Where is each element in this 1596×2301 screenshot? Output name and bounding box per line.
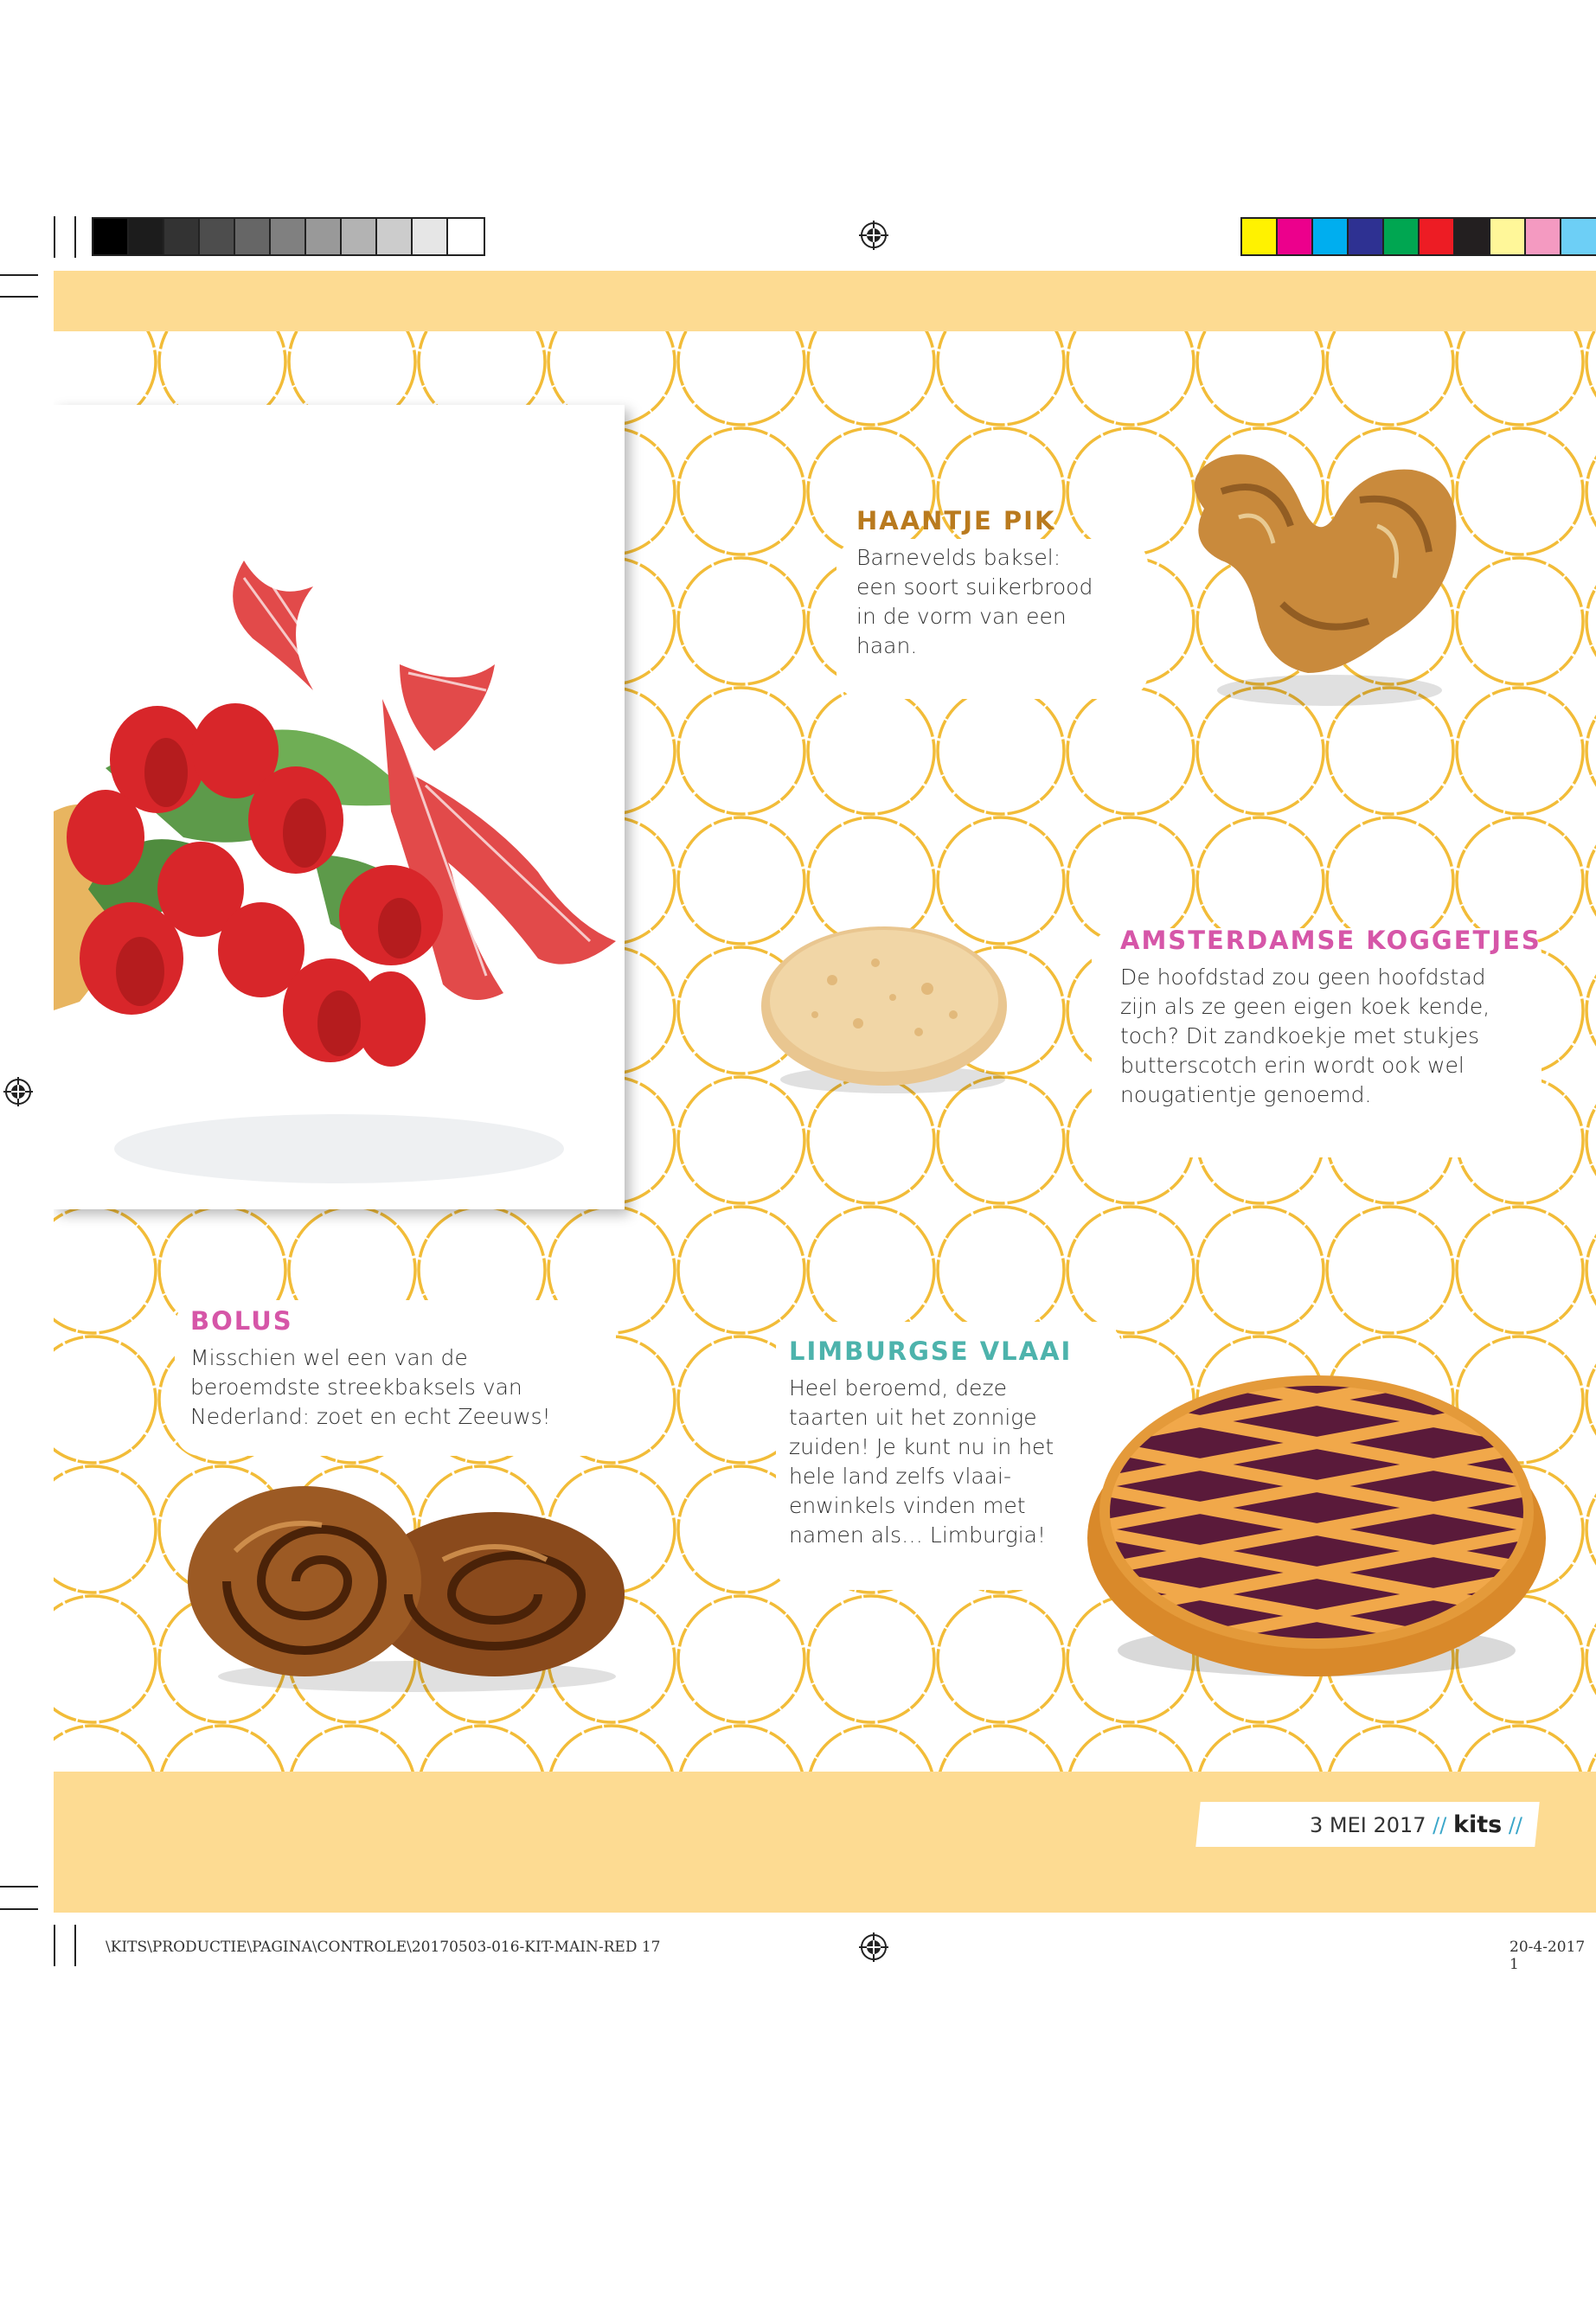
bolus-image bbox=[183, 1482, 642, 1698]
haantje-pik-image bbox=[1170, 439, 1490, 716]
limburgse-vlaai-description: Heel beroemd, deze taarten uit het zonnige zuiden! Je kunt nu in het hele land zelfs vlaai-enwinkels vinden met namen als… Limburgia! bbox=[789, 1375, 1054, 1548]
registration-mark-icon bbox=[859, 221, 888, 250]
crop-mark bbox=[54, 216, 55, 258]
bolus-title: BOLUS bbox=[190, 1306, 293, 1336]
color-swatch bbox=[164, 219, 200, 254]
footer-folio bbox=[1202, 1806, 1522, 1844]
top-color-band bbox=[54, 271, 1596, 331]
color-swatch bbox=[235, 219, 271, 254]
process-color-bar bbox=[1240, 217, 1596, 256]
color-swatch bbox=[271, 219, 306, 254]
color-swatch bbox=[1490, 219, 1526, 254]
limburgse-vlaai-title: LIMBURGSE VLAAI bbox=[789, 1336, 1073, 1366]
amsterdamse-koggetjes-description: De hoofdstad zou geen hoofdstad zijn als ze geen eigen koek kende, toch? Dit zandkoekje met stukjes butterscotch erin wordt ook wel nougatientje genoemd. bbox=[1120, 965, 1490, 1107]
color-swatch bbox=[1455, 219, 1490, 254]
color-swatch bbox=[1313, 219, 1349, 254]
crop-mark bbox=[54, 1925, 55, 1966]
color-swatch bbox=[342, 219, 377, 254]
limburgse-vlaai-image bbox=[1083, 1365, 1550, 1694]
slug-date: 20-4-2017 1 bbox=[1509, 1939, 1586, 1973]
registration-mark-icon bbox=[3, 1077, 33, 1106]
crop-mark bbox=[74, 216, 76, 258]
color-swatch bbox=[1278, 219, 1313, 254]
footer-brand: kits bbox=[1452, 1811, 1503, 1838]
color-swatch bbox=[1420, 219, 1455, 254]
bolus-description: Misschien wel een van de beroemdste streekbaksels van Nederland: zoet en echt Zeeuws! bbox=[190, 1345, 551, 1429]
footer-date: 3 MEI 2017 bbox=[1309, 1813, 1426, 1837]
crop-mark bbox=[0, 1908, 38, 1910]
crop-mark bbox=[74, 1925, 76, 1966]
gray-color-bar bbox=[92, 217, 485, 256]
color-swatch bbox=[413, 219, 448, 254]
color-swatch bbox=[448, 219, 484, 254]
registration-mark-icon bbox=[859, 1932, 888, 1962]
color-swatch bbox=[377, 219, 413, 254]
haantje-pik-description: Barnevelds baksel: een soort suikerbrood in de vorm van een haan. bbox=[856, 545, 1093, 658]
footer-separator: // bbox=[1433, 1813, 1447, 1837]
footer-separator-end: // bbox=[1508, 1813, 1522, 1837]
tulip-bouquet-image bbox=[54, 405, 625, 1209]
slug-file-path: \KITS\PRODUCTIE\PAGINA\CONTROLE\20170503-016-KIT-MAIN-RED 17 bbox=[106, 1939, 661, 1956]
color-swatch bbox=[129, 219, 164, 254]
color-swatch bbox=[1561, 219, 1596, 254]
haantje-pik-title: HAANTJE PIK bbox=[856, 506, 1056, 535]
color-swatch bbox=[93, 219, 129, 254]
color-swatch bbox=[200, 219, 235, 254]
color-swatch bbox=[1349, 219, 1384, 254]
crop-mark bbox=[0, 296, 38, 298]
tulip-photo-card bbox=[54, 405, 625, 1209]
amsterdamse-koggetjes-image bbox=[754, 911, 1022, 1110]
color-swatch bbox=[1526, 219, 1561, 254]
color-swatch bbox=[1242, 219, 1278, 254]
crop-mark bbox=[0, 1886, 38, 1888]
color-swatch bbox=[1384, 219, 1420, 254]
color-swatch bbox=[306, 219, 342, 254]
magazine-page bbox=[54, 271, 1596, 1913]
crop-mark bbox=[0, 274, 38, 276]
amsterdamse-koggetjes-title: AMSTERDAMSE KOGGETJES bbox=[1120, 926, 1542, 955]
